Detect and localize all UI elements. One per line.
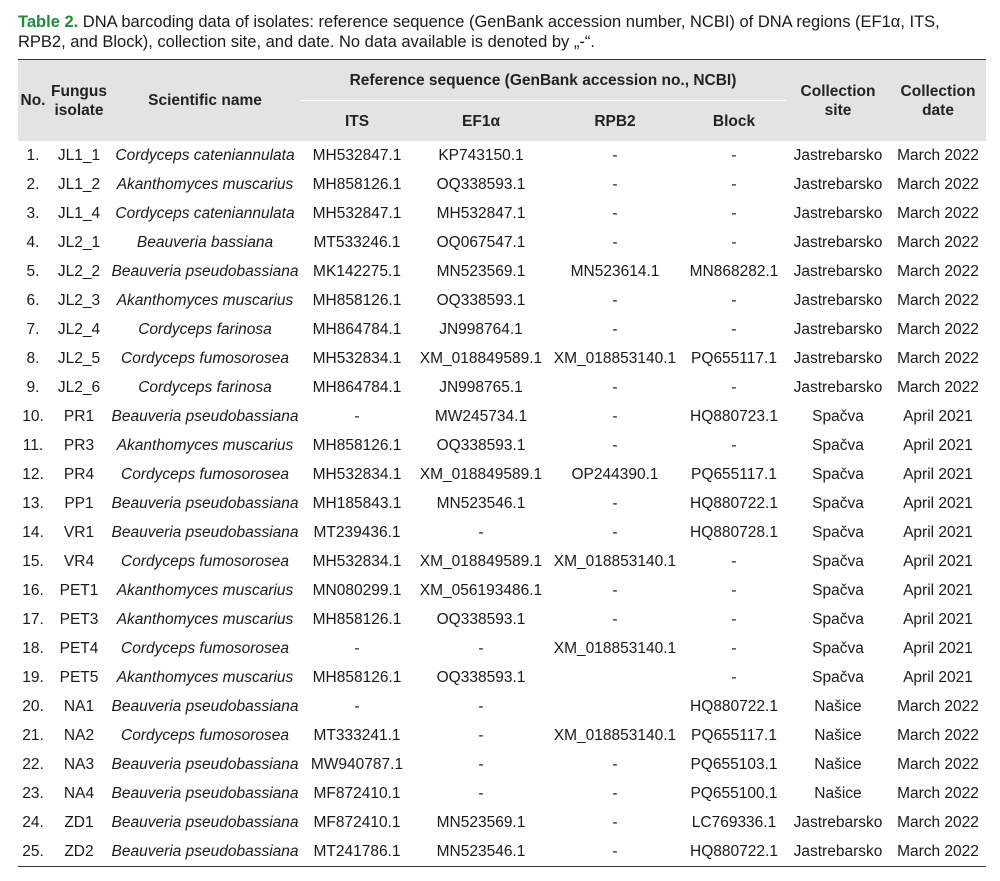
cell-collection-site: Našice	[814, 726, 862, 744]
header-no: No.	[18, 60, 48, 142]
cell-rpb2: XM_018853140.1	[553, 726, 677, 744]
cell-collection-site: Spačva	[812, 523, 864, 541]
cell-rpb2: XM_018853140.1	[553, 552, 677, 570]
cell-its: MH185843.1	[312, 494, 402, 512]
cell-scientific-name: Beauveria pseudobassiana	[111, 813, 299, 831]
cell-fungus-isolate: PR1	[63, 407, 95, 425]
cell-no: 15.	[22, 552, 44, 570]
cell-fungus-isolate: PR3	[63, 436, 95, 454]
table-row	[18, 460, 986, 489]
table-row	[18, 837, 986, 867]
cell-its: MT533246.1	[313, 233, 401, 251]
cell-rpb2: -	[612, 175, 618, 193]
cell-collection-date: April 2021	[903, 407, 973, 425]
header-collection-site: Collection site	[786, 60, 890, 142]
cell-collection-date: April 2021	[903, 494, 973, 512]
cell-collection-site: Jastrebarsko	[793, 262, 883, 280]
cell-collection-date: April 2021	[903, 610, 973, 628]
cell-ef1a: KP743150.1	[438, 146, 524, 164]
cell-collection-date: March 2022	[897, 378, 979, 396]
cell-rpb2: -	[612, 378, 618, 396]
cell-block: HQ880723.1	[690, 407, 778, 425]
cell-collection-date: April 2021	[903, 552, 973, 570]
cell-fungus-isolate: PET5	[59, 668, 99, 686]
cell-collection-date: April 2021	[903, 465, 973, 483]
cell-its: -	[354, 639, 360, 657]
table-row	[18, 547, 986, 576]
cell-collection-site: Jastrebarsko	[793, 813, 883, 831]
cell-fungus-isolate: JL2_1	[57, 233, 101, 251]
cell-collection-date: April 2021	[903, 639, 973, 657]
cell-no: 24.	[22, 813, 44, 831]
cell-collection-site: Spačva	[812, 407, 864, 425]
cell-scientific-name: Cordyceps cateniannulata	[115, 146, 295, 164]
table-row	[18, 750, 986, 779]
cell-fungus-isolate: PET3	[59, 610, 99, 628]
cell-no: 10.	[22, 407, 44, 425]
cell-block: -	[731, 204, 737, 222]
cell-block: -	[731, 610, 737, 628]
cell-scientific-name: Cordyceps fumosorosea	[121, 465, 289, 483]
cell-ef1a: OQ338593.1	[436, 175, 526, 193]
table-row	[18, 257, 986, 286]
cell-scientific-name: Beauveria pseudobassiana	[111, 755, 299, 773]
cell-scientific-name: Cordyceps fumosorosea	[121, 349, 289, 367]
cell-scientific-name: Cordyceps cateniannulata	[115, 204, 295, 222]
cell-block: -	[731, 146, 737, 164]
table-row	[18, 576, 986, 605]
cell-fungus-isolate: PET4	[59, 639, 99, 657]
header-its: ITS	[300, 101, 414, 142]
cell-rpb2: -	[612, 755, 618, 773]
cell-its: MN080299.1	[312, 581, 402, 599]
cell-block: PQ655100.1	[690, 784, 778, 802]
cell-its: MH532834.1	[312, 349, 402, 367]
cell-scientific-name: Beauveria bassiana	[136, 233, 274, 251]
cell-block: -	[731, 436, 737, 454]
cell-no: 18.	[22, 639, 44, 657]
cell-collection-date: March 2022	[897, 291, 979, 309]
header-block: Block	[682, 101, 786, 142]
table-row	[18, 489, 986, 518]
cell-collection-date: April 2021	[903, 436, 973, 454]
cell-collection-site: Spačva	[812, 436, 864, 454]
cell-rpb2: XM_018853140.1	[553, 349, 677, 367]
cell-scientific-name: Beauveria pseudobassiana	[111, 523, 299, 541]
cell-collection-site: Spačva	[812, 610, 864, 628]
cell-ef1a: OQ338593.1	[436, 668, 526, 686]
cell-its: MH858126.1	[312, 668, 402, 686]
cell-rpb2: -	[612, 233, 618, 251]
cell-ef1a: XM_056193486.1	[419, 581, 543, 599]
cell-collection-date: March 2022	[897, 697, 979, 715]
cell-collection-site: Jastrebarsko	[793, 233, 883, 251]
cell-no: 1.	[26, 146, 40, 164]
cell-ef1a: XM_018849589.1	[419, 552, 543, 570]
cell-block: MN868282.1	[689, 262, 779, 280]
cell-no: 3.	[26, 204, 40, 222]
cell-rpb2: -	[612, 494, 618, 512]
table-row	[18, 228, 986, 257]
cell-collection-site: Našice	[814, 784, 862, 802]
cell-ef1a: MH532847.1	[436, 204, 526, 222]
cell-no: 9.	[26, 378, 40, 396]
cell-collection-site: Našice	[814, 697, 862, 715]
table-caption	[18, 12, 990, 52]
cell-scientific-name: Akanthomyces muscarius	[116, 436, 294, 454]
cell-rpb2: OP244390.1	[571, 465, 659, 483]
cell-collection-site: Spačva	[812, 668, 864, 686]
cell-collection-site: Spačva	[812, 552, 864, 570]
cell-no: 20.	[22, 697, 44, 715]
cell-collection-site: Spačva	[812, 494, 864, 512]
barcoding-table	[18, 59, 986, 867]
cell-scientific-name: Beauveria pseudobassiana	[111, 494, 299, 512]
cell-rpb2	[548, 663, 682, 692]
cell-block: -	[731, 639, 737, 657]
cell-its: MH858126.1	[312, 291, 402, 309]
table-row	[18, 286, 986, 315]
cell-collection-date: March 2022	[897, 175, 979, 193]
cell-fungus-isolate: JL2_4	[57, 320, 101, 338]
cell-scientific-name: Cordyceps fumosorosea	[121, 552, 289, 570]
table-row	[18, 808, 986, 837]
cell-rpb2	[548, 692, 682, 721]
cell-no: 19.	[22, 668, 44, 686]
cell-collection-site: Spačva	[812, 581, 864, 599]
cell-collection-site: Našice	[814, 755, 862, 773]
table-row	[18, 199, 986, 228]
cell-collection-site: Jastrebarsko	[793, 175, 883, 193]
cell-its: MW940787.1	[310, 755, 404, 773]
cell-collection-date: April 2021	[903, 523, 973, 541]
header-ef1a: EF1α	[414, 101, 548, 142]
cell-fungus-isolate: NA4	[63, 784, 95, 802]
cell-ef1a: OQ067547.1	[436, 233, 526, 251]
cell-fungus-isolate: NA1	[63, 697, 95, 715]
cell-its: MT241786.1	[300, 837, 414, 867]
cell-rpb2: -	[612, 581, 618, 599]
cell-rpb2: -	[612, 610, 618, 628]
table-row	[18, 170, 986, 199]
table-row	[18, 373, 986, 402]
cell-collection-site: Spačva	[812, 465, 864, 483]
cell-its: MH858126.1	[312, 175, 402, 193]
cell-no: 11.	[22, 436, 44, 454]
cell-its: -	[354, 697, 360, 715]
cell-block: -	[731, 233, 737, 251]
cell-fungus-isolate: ZD2	[48, 837, 110, 867]
cell-scientific-name: Akanthomyces muscarius	[116, 668, 294, 686]
table-row	[18, 779, 986, 808]
cell-ef1a: OQ338593.1	[436, 291, 526, 309]
cell-rpb2: MN523614.1	[570, 262, 660, 280]
cell-no: 14.	[22, 523, 44, 541]
table-row	[18, 402, 986, 431]
caption-label: Table 2.	[18, 13, 79, 31]
cell-block: PQ655117.1	[691, 726, 777, 744]
cell-fungus-isolate: VR1	[63, 523, 95, 541]
cell-collection-date: March 2022	[897, 146, 979, 164]
cell-block: -	[731, 378, 737, 396]
cell-collection-date: April 2021	[903, 668, 973, 686]
header-reference-group: Reference sequence (GenBank accession no., NCBI)	[300, 60, 786, 101]
table-row	[18, 605, 986, 634]
cell-ef1a: -	[478, 639, 484, 657]
cell-scientific-name: Cordyceps fumosorosea	[121, 639, 289, 657]
cell-fungus-isolate: PP1	[64, 494, 94, 512]
cell-ef1a: -	[478, 697, 484, 715]
cell-rpb2: -	[612, 784, 618, 802]
cell-scientific-name: Beauveria pseudobassiana	[111, 407, 299, 425]
cell-collection-date: March 2022	[897, 349, 979, 367]
cell-collection-site: Jastrebarsko	[793, 349, 883, 367]
cell-fungus-isolate: JL1_4	[57, 204, 101, 222]
cell-scientific-name: Akanthomyces muscarius	[116, 581, 294, 599]
caption-text: DNA barcoding data of isolates: reference sequence (GenBank accession number, NCBI) of DNA regions (EF1α, ITS, RPB2, and Block), collection site, and date. No data available is denoted by „-“.	[18, 13, 940, 51]
cell-collection-date: March 2022	[897, 726, 979, 744]
cell-block: -	[731, 552, 737, 570]
cell-its: MF872410.1	[313, 784, 401, 802]
cell-block: HQ880722.1	[690, 697, 778, 715]
cell-scientific-name: Beauveria pseudobassiana	[110, 837, 300, 867]
cell-collection-date: March 2022	[897, 204, 979, 222]
cell-no: 7.	[26, 320, 40, 338]
cell-rpb2: -	[612, 523, 618, 541]
cell-no: 2.	[26, 175, 40, 193]
cell-ef1a: MN523569.1	[436, 813, 526, 831]
cell-fungus-isolate: JL1_2	[57, 175, 101, 193]
cell-block: -	[731, 668, 737, 686]
cell-ef1a: -	[478, 784, 484, 802]
cell-collection-date: March 2022	[890, 837, 986, 867]
cell-no: 4.	[26, 233, 40, 251]
cell-ef1a: MN523569.1	[436, 262, 526, 280]
cell-scientific-name: Cordyceps farinosa	[138, 320, 272, 338]
cell-ef1a: XM_018849589.1	[419, 349, 543, 367]
cell-collection-site: Jastrebarsko	[793, 291, 883, 309]
cell-rpb2: -	[612, 813, 618, 831]
cell-its: -	[354, 407, 360, 425]
cell-collection-site: Jastrebarsko	[786, 837, 890, 867]
cell-fungus-isolate: PR4	[63, 465, 95, 483]
cell-block: -	[731, 581, 737, 599]
cell-fungus-isolate: NA3	[63, 755, 95, 773]
cell-ef1a: OQ338593.1	[436, 436, 526, 454]
cell-ef1a: -	[478, 726, 484, 744]
cell-ef1a: OQ338593.1	[436, 610, 526, 628]
table-row	[18, 431, 986, 460]
cell-rpb2: -	[612, 320, 618, 338]
cell-its: MK142275.1	[313, 262, 401, 280]
cell-rpb2: XM_018853140.1	[553, 639, 677, 657]
table-row	[18, 692, 986, 721]
cell-rpb2: -	[548, 837, 682, 867]
cell-collection-date: March 2022	[897, 813, 979, 831]
cell-its: MH532834.1	[312, 465, 402, 483]
cell-block: -	[731, 291, 737, 309]
cell-rpb2: -	[612, 407, 618, 425]
cell-fungus-isolate: PET1	[59, 581, 99, 599]
cell-no: 16.	[22, 581, 44, 599]
cell-ef1a: MN523546.1	[414, 837, 548, 867]
table-body	[18, 141, 986, 867]
cell-its: MF872410.1	[313, 813, 401, 831]
cell-collection-date: March 2022	[897, 784, 979, 802]
cell-ef1a: JN998765.1	[439, 378, 523, 396]
cell-scientific-name: Cordyceps fumosorosea	[121, 726, 289, 744]
cell-collection-site: Jastrebarsko	[793, 378, 883, 396]
header-scientific-name: Scientific name	[110, 60, 300, 142]
cell-no: 23.	[22, 784, 44, 802]
table-row	[18, 141, 986, 170]
cell-collection-site: Jastrebarsko	[793, 146, 883, 164]
cell-no: 12.	[22, 465, 44, 483]
cell-its: MH532847.1	[312, 146, 402, 164]
cell-its: MH858126.1	[312, 610, 402, 628]
cell-collection-date: March 2022	[897, 262, 979, 280]
cell-ef1a: -	[478, 755, 484, 773]
cell-fungus-isolate: JL2_5	[57, 349, 101, 367]
cell-fungus-isolate: ZD1	[64, 813, 94, 831]
cell-its: MT239436.1	[313, 523, 401, 541]
cell-collection-date: April 2021	[903, 581, 973, 599]
table-row	[18, 663, 986, 692]
table-row	[18, 634, 986, 663]
cell-block: HQ880722.1	[682, 837, 786, 867]
cell-fungus-isolate: JL2_6	[57, 378, 101, 396]
cell-scientific-name: Akanthomyces muscarius	[116, 610, 294, 628]
cell-block: -	[731, 320, 737, 338]
cell-no: 6.	[26, 291, 40, 309]
cell-block: HQ880722.1	[690, 494, 778, 512]
table-row	[18, 721, 986, 750]
cell-rpb2: -	[612, 436, 618, 454]
cell-its: MH864784.1	[312, 320, 402, 338]
cell-fungus-isolate: NA2	[63, 726, 95, 744]
cell-fungus-isolate: JL1_1	[57, 146, 101, 164]
cell-collection-date: March 2022	[897, 233, 979, 251]
table-row	[18, 344, 986, 373]
cell-no: 25.	[18, 837, 48, 867]
cell-scientific-name: Akanthomyces muscarius	[116, 291, 294, 309]
table-row	[18, 315, 986, 344]
cell-its: MH532834.1	[312, 552, 402, 570]
cell-scientific-name: Akanthomyces muscarius	[116, 175, 294, 193]
cell-no: 17.	[22, 610, 44, 628]
header-collection-date: Collection date	[890, 60, 986, 142]
cell-block: LC769336.1	[691, 813, 777, 831]
cell-ef1a: XM_018849589.1	[419, 465, 543, 483]
cell-no: 22.	[22, 755, 44, 773]
cell-rpb2: -	[612, 146, 618, 164]
cell-ef1a: MN523546.1	[436, 494, 526, 512]
header-fungus-isolate: Fungus isolate	[48, 60, 110, 142]
cell-no: 13.	[22, 494, 44, 512]
cell-block: PQ655103.1	[690, 755, 778, 773]
cell-rpb2: -	[612, 204, 618, 222]
header-rpb2: RPB2	[548, 101, 682, 142]
cell-collection-site: Spačva	[812, 639, 864, 657]
cell-scientific-name: Beauveria pseudobassiana	[111, 262, 299, 280]
cell-its: MH858126.1	[312, 436, 402, 454]
cell-fungus-isolate: JL2_3	[57, 291, 101, 309]
cell-collection-date: March 2022	[897, 755, 979, 773]
cell-scientific-name: Cordyceps farinosa	[138, 378, 272, 396]
cell-fungus-isolate: JL2_2	[57, 262, 101, 280]
table-row	[18, 518, 986, 547]
cell-ef1a: MW245734.1	[434, 407, 528, 425]
cell-collection-site: Jastrebarsko	[793, 320, 883, 338]
cell-scientific-name: Beauveria pseudobassiana	[111, 784, 299, 802]
cell-block: PQ655117.1	[691, 465, 777, 483]
cell-block: HQ880728.1	[690, 523, 778, 541]
cell-ef1a: -	[478, 523, 484, 541]
cell-block: PQ655117.1	[691, 349, 777, 367]
cell-no: 21.	[22, 726, 44, 744]
cell-collection-site: Jastrebarsko	[793, 204, 883, 222]
cell-rpb2: -	[612, 291, 618, 309]
cell-collection-date: March 2022	[897, 320, 979, 338]
cell-its: MH532847.1	[312, 204, 402, 222]
cell-fungus-isolate: VR4	[63, 552, 95, 570]
cell-no: 5.	[26, 262, 40, 280]
cell-no: 8.	[26, 349, 40, 367]
cell-ef1a: JN998764.1	[439, 320, 523, 338]
cell-its: MH864784.1	[312, 378, 402, 396]
cell-block: -	[731, 175, 737, 193]
cell-scientific-name: Beauveria pseudobassiana	[111, 697, 299, 715]
cell-its: MT333241.1	[313, 726, 401, 744]
